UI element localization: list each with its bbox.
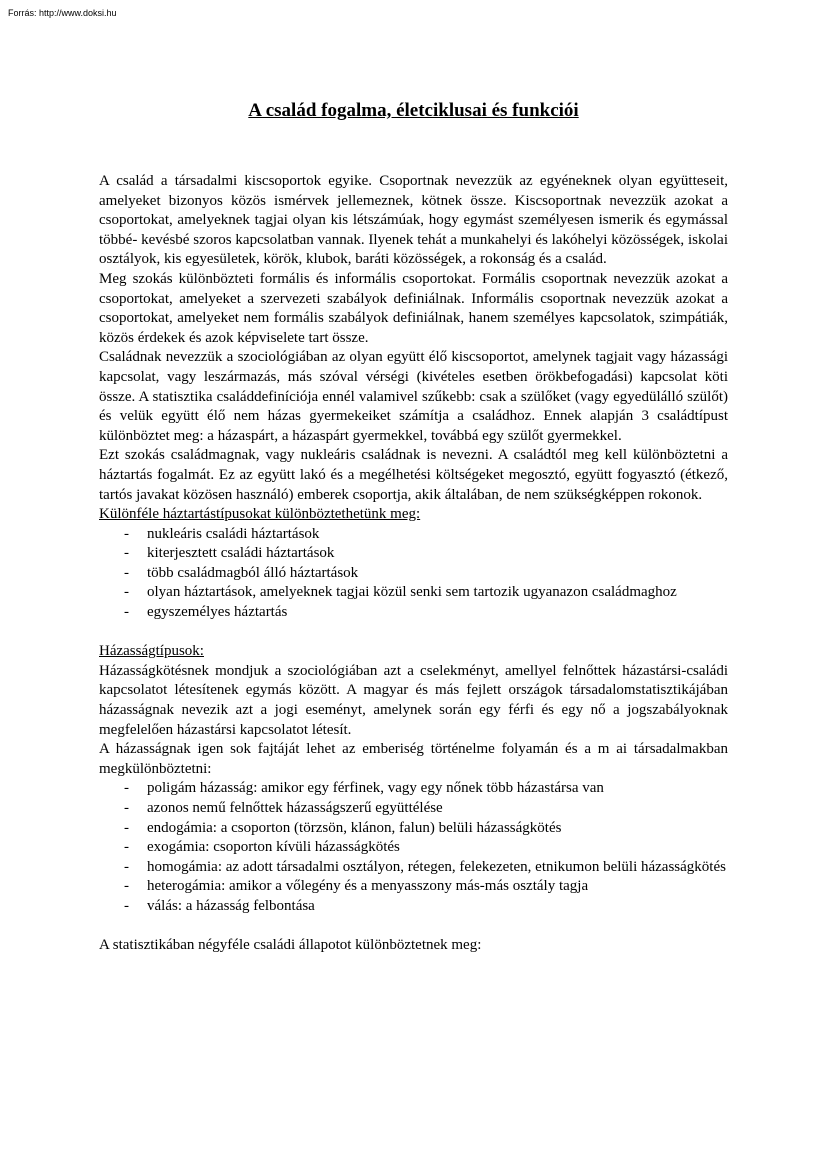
- paragraph: A házasságnak igen sok fajtáját lehet az emberiség történelme folyamán és a m ai társadalmakban megkülönböztetni:: [99, 741, 728, 777]
- list-item: - endogámia: a csoporton (törzsön, klánon, falun) belüli házasságkötés: [147, 819, 728, 839]
- source-note: Forrás: http://www.doksi.hu: [8, 8, 117, 18]
- marriage-types-list: [99, 779, 728, 916]
- list-item: - olyan háztartások, amelyeknek tagjai közül senki sem tartozik ugyanazon családmaghoz: [147, 583, 728, 603]
- page-title: A család fogalma, életciklusai és funkciói: [248, 100, 579, 121]
- paragraph: A család a társadalmi kiscsoportok egyike. Csoportnak nevezzük az egyéneknek olyan együtteseit, amelyeket bizonyos közös ismérvek jellemeznek, kötnek össze. Kiscsoportnak nevezzük azokat a csoportokat, amelyeknek tagjai olyan kis létszámúak, hogy egymást személyesen ismerik és egymással többé- kevésbé szoros kapcsolatban vannak. Ilyenek tehát a munkahelyi és lakóhelyi közösségek, iskolai osztályok, kis egyesületek, körök, klubok, baráti közösségek, a rokonság és a család.: [99, 173, 728, 268]
- list-item: - válás: a házasság felbontása: [147, 897, 728, 917]
- list-item: - több családmagból álló háztartások: [147, 564, 728, 584]
- spacer: [99, 917, 728, 937]
- list-item: - homogámia: az adott társadalmi osztályon, rétegen, felekezeten, etnikumon belüli házasságkötés: [147, 858, 728, 878]
- closing-paragraph: A statisztikában négyféle családi állapotot különböztetnek meg:: [99, 937, 482, 954]
- paragraph: Házasságkötésnek mondjuk a szociológiában azt a cselekményt, amellyel felnőttek házastársi-családi kapcsolatot létesítenek egymás között. A magyar és más fejlett országok társadalomstatisztikájában házasságnak nevezik azt a jogi eseményt, amelynek során egy férfi és egy nő a jogszabályoknak megfelelően házastársi kapcsolatot létesít.: [99, 662, 728, 738]
- list-item: - egyszemélyes háztartás: [147, 603, 728, 623]
- list-item: - heterogámia: amikor a vőlegény és a menyasszony más-más osztály tagja: [147, 877, 728, 897]
- list-item: - nukleáris családi háztartások: [147, 525, 728, 545]
- paragraph: Családnak nevezzük a szociológiában az olyan együtt élő kiscsoportot, amelynek tagjait vagy házassági kapcsolat, vagy leszármazás, más szóval vérségi (kivételes esetben örökbefogadási) kapcsolat köti össze. A statisztika családdefiníciója ennél valamivel szűkebb: csak a szülőket (vagy egyedülálló szülőt) és velük együtt élő nem házas gyermekeiket számítja a családhoz. Ennek alapján 3 családtípust különböztet meg: a házaspárt, a házaspárt gyermekkel, továbbá egy szülőt gyermekkel.: [99, 349, 728, 444]
- list-item: - poligám házasság: amikor egy férfinek, vagy egy nőnek több házastársa van: [147, 779, 728, 799]
- list-item: - exogámia: csoporton kívüli házasságkötés: [147, 838, 728, 858]
- document-body: [99, 172, 728, 956]
- list-item: - azonos nemű felnőttek házasságszerű együttélése: [147, 799, 728, 819]
- paragraph: Meg szokás különbözteti formális és informális csoportokat. Formális csoportnak nevezzük azokat a csoportokat, amelyeket a szervezeti szabályok definiálnak. Informális csoportnak nevezzük azokat a csoportokat, amelyeket nem formális szabályok definiálnak, hanem személyes kapcsolatok, szimpátiák, közös érdekek és azok képviselete tart össze.: [99, 270, 728, 346]
- paragraph: Ezt szokás családmagnak, vagy nukleáris családnak is nevezni. A családtól meg kell különböztetni a háztartás fogalmát. Ez az együtt lakó és a megélhetési költségeket megosztó, együtt fogyasztó (étkező, tartós javakat közösen használó) emberek csoportja, akik általában, de nem szükségképpen rokonok.: [99, 447, 728, 503]
- spacer: [99, 623, 728, 643]
- household-types-heading: Különféle háztartástípusokat különböztethetünk meg:: [99, 506, 421, 523]
- household-types-list: [99, 525, 728, 623]
- marriage-types-heading: Házasságtípusok:: [99, 643, 204, 660]
- list-item: - kiterjesztett családi háztartások: [147, 544, 728, 564]
